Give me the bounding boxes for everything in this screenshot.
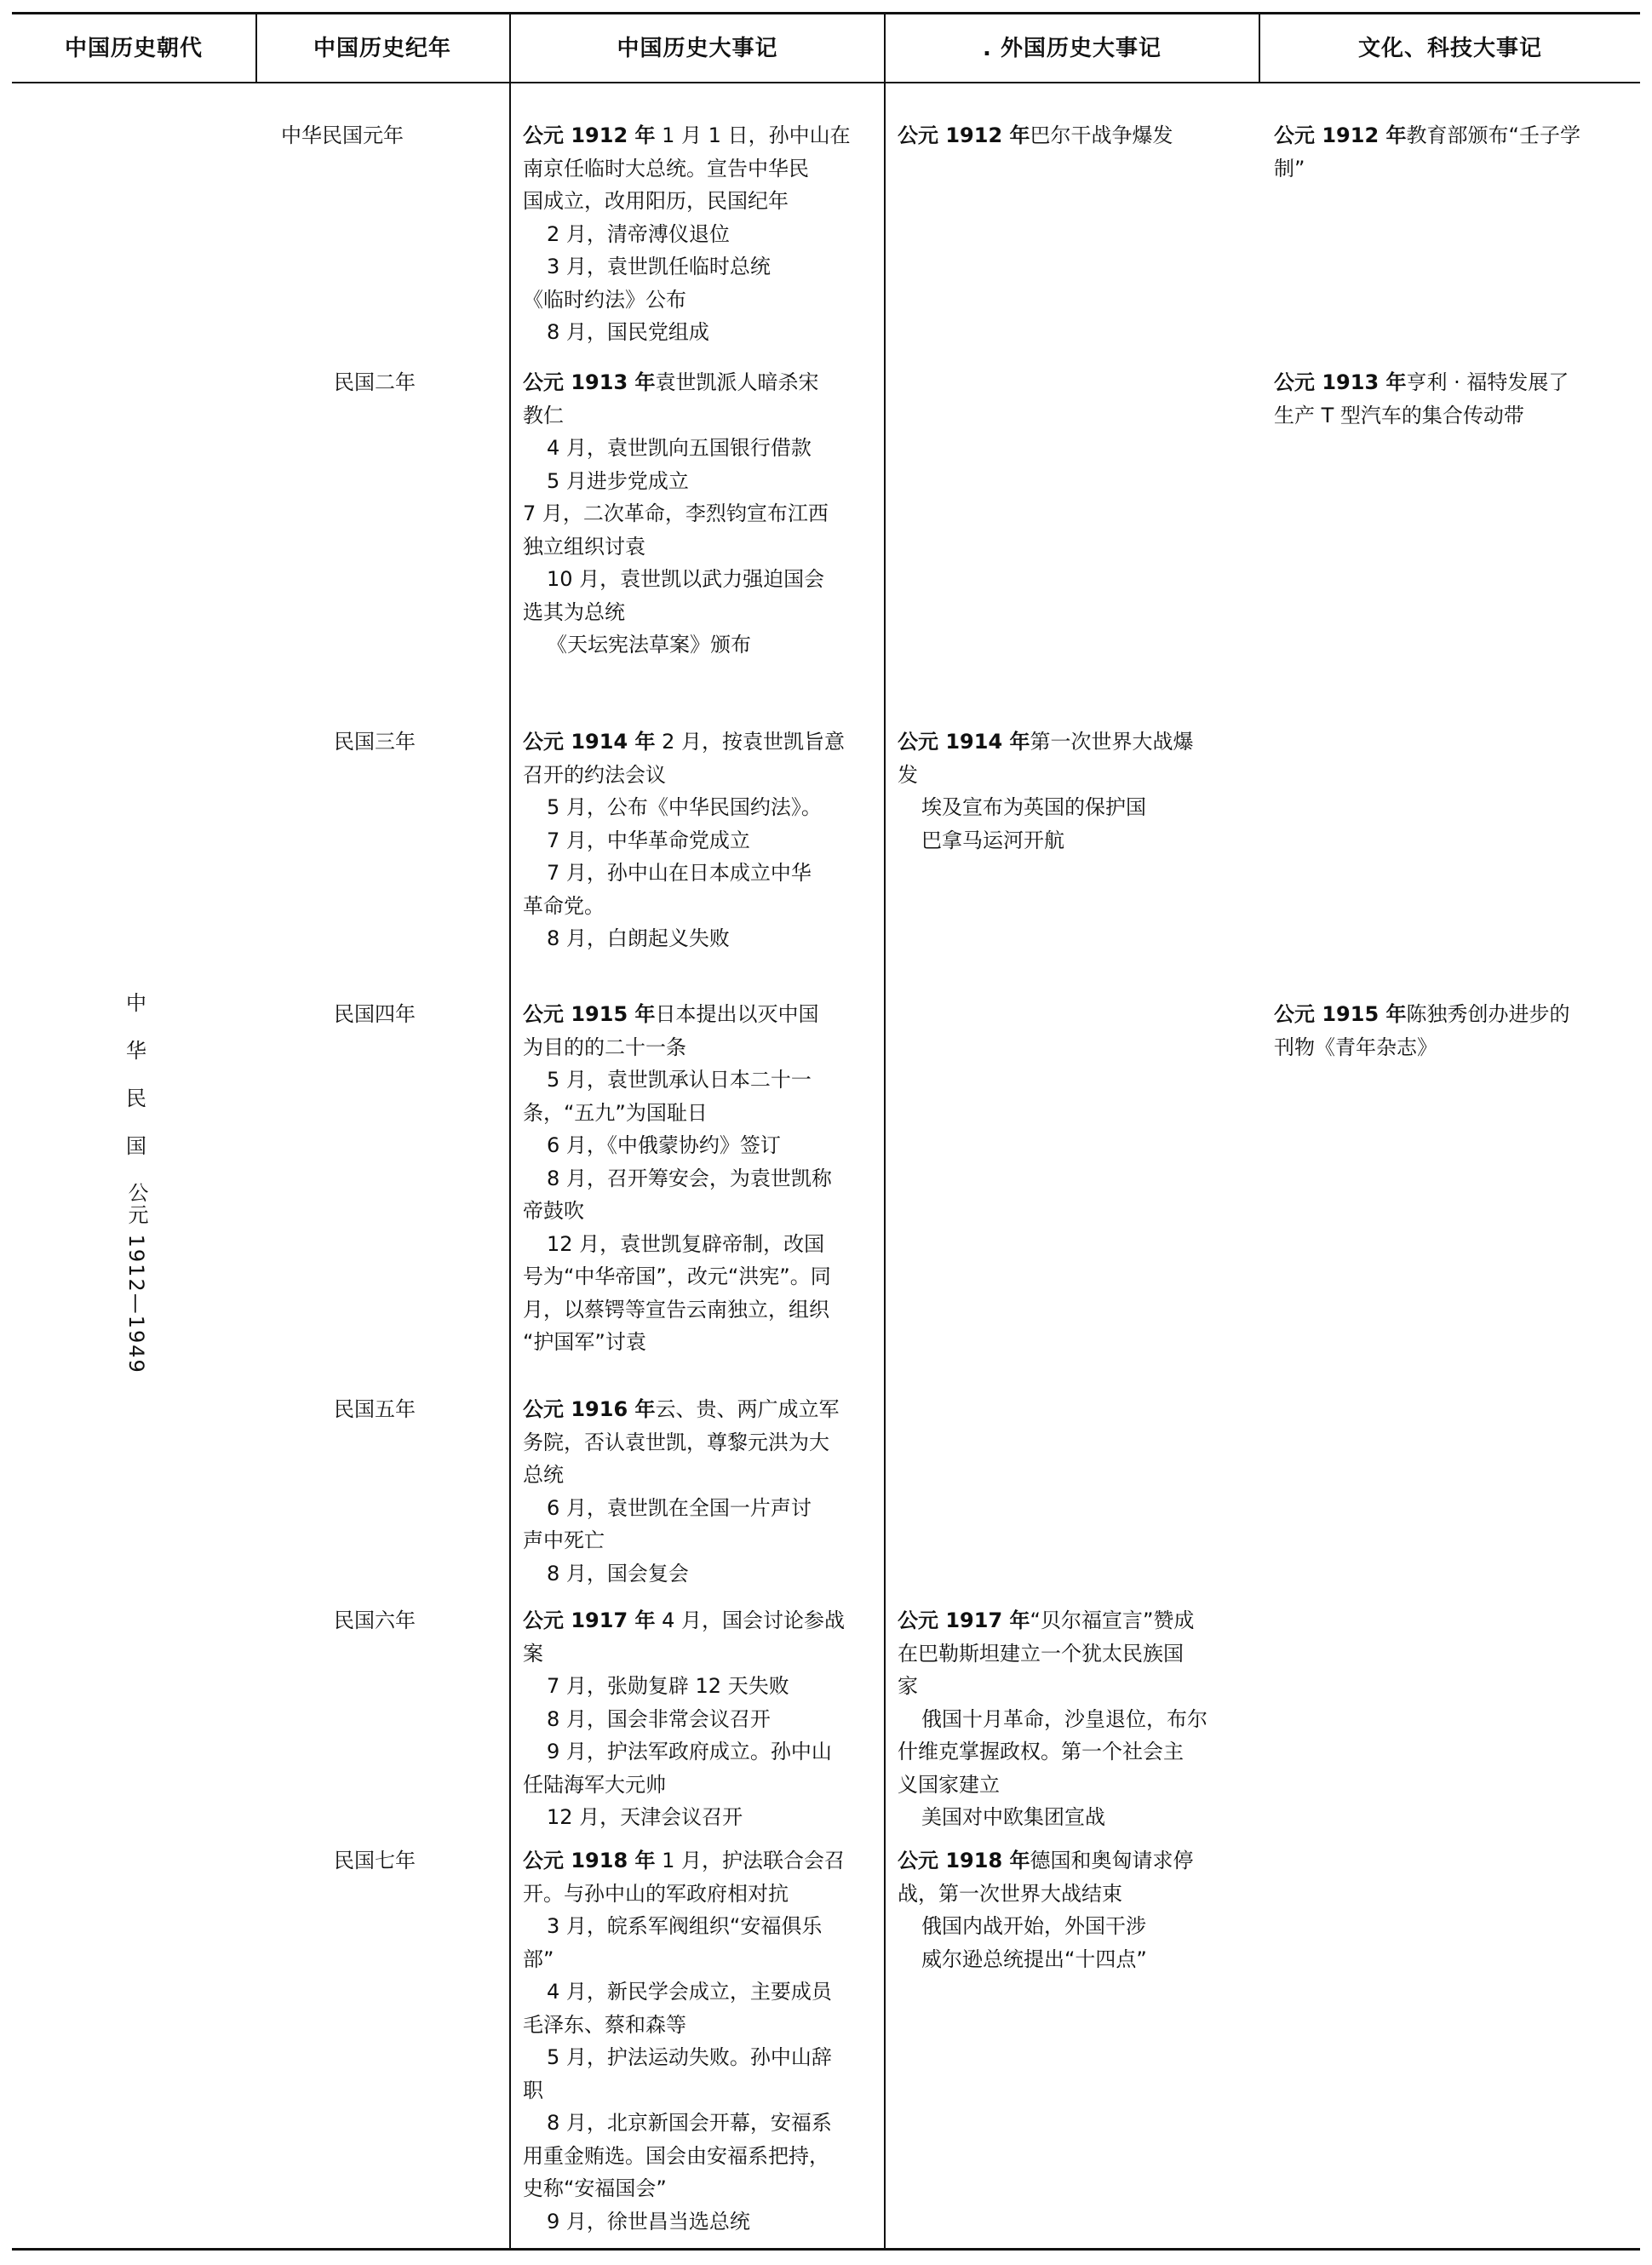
event-line	[523, 284, 880, 317]
event-text: 4 月，国会讨论参战	[655, 1608, 846, 1632]
event-line	[523, 1162, 880, 1196]
event-line	[898, 1703, 1255, 1736]
event-line	[898, 1910, 1255, 1943]
dynasty-char: 民	[126, 1087, 146, 1110]
culture-event-block	[1274, 119, 1637, 185]
column-divider-2	[509, 12, 511, 2250]
foreign-event-block	[898, 1844, 1255, 1975]
event-text: 陈独秀创办进步的	[1406, 1002, 1570, 1026]
event-text: 8 月，召开筹安会，为袁世凯称	[547, 1166, 832, 1190]
event-line	[898, 1604, 1255, 1637]
event-text: 3 月，袁世凯任临时总统	[547, 255, 771, 278]
event-line	[1274, 366, 1637, 399]
foreign-event-block	[898, 1604, 1255, 1834]
event-text: 教育部颁布“壬子学	[1406, 123, 1580, 147]
event-line	[523, 1910, 880, 1943]
event-text: 发	[898, 762, 918, 787]
event-text: 为目的的二十一条	[523, 1035, 686, 1059]
event-line	[523, 2041, 880, 2074]
event-line	[523, 530, 880, 564]
header-dynasty: 中国历史朝代	[64, 35, 203, 61]
year-label: 民国六年	[334, 1608, 416, 1632]
event-line	[1274, 399, 1637, 433]
event-text: 5 月，公布《中华民国约法》。	[547, 795, 822, 819]
event-line	[523, 1293, 880, 1327]
event-line	[523, 2009, 880, 2042]
event-line	[523, 1943, 880, 1976]
event-line	[523, 1878, 880, 1911]
event-line	[523, 1492, 880, 1525]
event-text: 巴尔干战争爆发	[1030, 123, 1173, 147]
event-text: 务院，否认袁世凯，尊黎元洪为大	[523, 1430, 829, 1454]
year-label: 民国五年	[334, 1397, 416, 1421]
event-line	[898, 824, 1255, 857]
event-line	[523, 1769, 880, 1802]
event-line	[523, 399, 880, 433]
event-text: 5 月，护法运动失败。孙中山辞	[547, 2045, 832, 2069]
event-line	[523, 857, 880, 890]
event-text: 德国和奥匈请求停	[1030, 1849, 1194, 1872]
header-year: 中国历史纪年	[313, 35, 451, 61]
event-text: 1 月 1 日，孙中山在	[655, 123, 851, 147]
event-line	[523, 152, 880, 186]
event-text: 案	[523, 1641, 543, 1666]
event-text: 俄国内战开始，外国干涉	[921, 1914, 1146, 1938]
event-line	[523, 1604, 880, 1637]
event-line	[523, 250, 880, 284]
event-text: 8 月，国会非常会议召开	[547, 1706, 771, 1731]
event-text: 7 月，孙中山在日本成立中华	[547, 861, 812, 885]
event-text: 威尔逊总统提出“十四点”	[921, 1947, 1147, 1971]
event-year: 公元 1917 年	[523, 1608, 656, 1632]
event-line	[523, 725, 880, 759]
event-line	[898, 1769, 1255, 1802]
event-line	[1274, 998, 1637, 1031]
event-line	[523, 1975, 880, 2009]
china-event-block	[523, 725, 880, 955]
event-line	[1274, 119, 1637, 152]
event-text: 国成立，改用阳历，民国纪年	[523, 189, 789, 213]
event-line	[523, 1459, 880, 1492]
event-text: 史称“安福国会”	[523, 2176, 667, 2200]
event-text: 巴拿马运河开航	[921, 828, 1064, 852]
event-line	[523, 1260, 880, 1293]
event-line	[898, 119, 1255, 152]
event-line	[523, 1557, 880, 1591]
event-line	[523, 2172, 880, 2205]
event-line	[898, 1670, 1255, 1703]
event-text: 用重金贿选。国会由安福系把持，	[523, 2143, 829, 2168]
event-text: 生产 T 型汽车的集合传动带	[1274, 403, 1524, 427]
event-line	[523, 119, 880, 152]
event-line	[523, 465, 880, 498]
dynasty-char: 华	[126, 1039, 146, 1063]
event-text: 开。与孙中山的军政府相对抗	[523, 1881, 789, 1906]
event-text: 月，以蔡锷等宣告云南独立，组织	[523, 1297, 829, 1322]
event-line	[523, 1195, 880, 1228]
china-event-block	[523, 998, 880, 1359]
event-line	[898, 1801, 1255, 1834]
event-year: 公元 1912 年	[523, 123, 656, 147]
event-text: 美国对中欧集团宣战	[921, 1805, 1105, 1829]
dynasty-char: 中	[126, 991, 146, 1015]
year-label: 民国二年	[334, 370, 416, 394]
event-line	[523, 497, 880, 530]
event-text: 帝鼓吹	[523, 1199, 584, 1223]
event-text: 南京任临时大总统。宣告中华民	[523, 156, 809, 181]
event-line	[523, 2140, 880, 2173]
event-line	[523, 1326, 880, 1359]
event-line	[898, 1637, 1255, 1671]
event-text: “护国军”讨袁	[523, 1330, 646, 1354]
event-text: 部”	[523, 1947, 554, 1971]
dynasty-char: 国	[126, 1134, 146, 1158]
event-text: 总统	[523, 1463, 564, 1487]
event-text: 袁世凯派人暗杀宋	[655, 370, 819, 394]
event-text: 亨利 · 福特发展了	[1406, 370, 1569, 394]
event-text: 制”	[1274, 156, 1305, 181]
year-label: 中华民国元年	[281, 123, 404, 147]
dynasty-label	[119, 979, 153, 1374]
event-line	[523, 1844, 880, 1878]
event-line	[523, 1801, 880, 1834]
event-year: 公元 1915 年	[1274, 1002, 1407, 1026]
event-text: 2 月，按袁世凯旨意	[655, 730, 846, 754]
event-text: 埃及宣布为英国的保护国	[921, 795, 1146, 819]
event-text: 4 月，新民学会成立，主要成员	[547, 1980, 832, 2004]
culture-event-block	[1274, 366, 1637, 432]
event-year: 公元 1916 年	[523, 1397, 656, 1421]
event-line	[1274, 1031, 1637, 1064]
event-text: 8 月，国民党组成	[547, 320, 709, 344]
event-text: “贝尔福宣言”赞成	[1030, 1608, 1195, 1632]
event-text: 1 月，护法联合会召	[655, 1849, 846, 1872]
event-text: 声中死亡	[523, 1528, 605, 1552]
event-line	[523, 922, 880, 955]
event-line	[523, 1097, 880, 1130]
event-text: 10 月，袁世凯以武力强迫国会	[547, 567, 825, 591]
event-text: 2 月，清帝溥仪退位	[547, 221, 730, 246]
event-text: 6 月，袁世凯在全国一片声讨	[547, 1495, 812, 1520]
china-event-block	[523, 1844, 880, 2238]
event-line	[523, 759, 880, 792]
china-event-block	[523, 1604, 880, 1834]
event-year: 公元 1914 年	[523, 730, 656, 754]
event-line	[523, 2107, 880, 2140]
culture-event-block	[1274, 998, 1637, 1064]
event-line	[523, 218, 880, 251]
column-divider-3	[884, 12, 886, 2250]
event-line	[523, 432, 880, 465]
event-line	[898, 1844, 1255, 1878]
event-text: 战，第一次世界大战结束	[898, 1881, 1122, 1906]
event-line	[523, 1393, 880, 1426]
event-text: 家	[898, 1674, 918, 1698]
event-line	[523, 1064, 880, 1097]
event-line	[523, 824, 880, 857]
event-line	[523, 1129, 880, 1162]
event-line	[523, 791, 880, 824]
event-text: 职	[523, 2078, 543, 2102]
event-line	[523, 2074, 880, 2107]
event-text: 召开的约法会议	[523, 762, 666, 787]
year-label: 民国四年	[334, 1002, 416, 1026]
event-text: 8 月，白朗起义失败	[547, 926, 730, 950]
header-rule	[12, 82, 1640, 83]
event-line	[523, 1637, 880, 1671]
event-text: 选其为总统	[523, 599, 625, 624]
event-text: 9 月，徐世昌当选总统	[547, 2209, 750, 2233]
event-text: 3 月，皖系军阀组织“安福俱乐	[547, 1914, 823, 1938]
event-line	[523, 998, 880, 1031]
event-year: 公元 1917 年	[898, 1608, 1030, 1632]
foreign-event-block	[898, 119, 1255, 152]
event-text: 9 月，护法军政府成立。孙中山	[547, 1740, 832, 1763]
event-line	[523, 1031, 880, 1064]
event-line	[523, 316, 880, 349]
event-text: 12 月，袁世凯复辟帝制，改国	[547, 1231, 825, 1256]
header-foreign-events: . 外国历史大事记	[983, 35, 1162, 61]
event-text: 4 月，袁世凯向五国银行借款	[547, 436, 812, 460]
event-text: 5 月进步党成立	[547, 468, 689, 493]
event-year: 公元 1915 年	[523, 1002, 656, 1026]
china-event-block	[523, 366, 880, 662]
event-line	[523, 563, 880, 596]
event-year: 公元 1914 年	[898, 730, 1030, 754]
event-text: 8 月，国会复会	[547, 1561, 689, 1586]
event-year: 公元 1913 年	[1274, 370, 1407, 394]
event-text: 日本提出以灭中国	[655, 1002, 819, 1026]
year-label: 民国七年	[334, 1849, 416, 1872]
foreign-event-block	[898, 725, 1255, 857]
event-line	[523, 1703, 880, 1736]
event-line	[898, 759, 1255, 792]
year-label: 民国三年	[334, 730, 416, 754]
china-event-block	[523, 119, 880, 349]
event-text: 义国家建立	[898, 1772, 1000, 1797]
event-text: 7 月，张勋复辟 12 天失败	[547, 1674, 789, 1698]
event-line	[523, 2205, 880, 2239]
header-culture-events: 文化、科技大事记	[1357, 35, 1542, 61]
event-line	[898, 1878, 1255, 1911]
china-event-block	[523, 1393, 880, 1590]
event-text: 在巴勒斯坦建立一个犹太民族国	[898, 1641, 1184, 1666]
event-text: 条，“五九”为国耻日	[523, 1100, 708, 1125]
event-year: 公元 1913 年	[523, 370, 656, 394]
event-text: 第一次世界大战爆	[1030, 730, 1194, 754]
event-line	[898, 791, 1255, 824]
event-year: 公元 1912 年	[898, 123, 1030, 147]
event-line	[1274, 152, 1637, 186]
event-text: 6 月，《中俄蒙协约》签订	[547, 1133, 781, 1157]
event-line	[898, 1735, 1255, 1769]
event-text: 号为“中华帝国”，改元“洪宪”。同	[523, 1264, 831, 1288]
event-line	[523, 1524, 880, 1557]
event-line	[523, 185, 880, 218]
bottom-rule	[12, 2248, 1640, 2251]
event-line	[523, 1426, 880, 1459]
event-text: 教仁	[523, 403, 564, 427]
event-line	[523, 366, 880, 399]
event-text: 云、贵、两广成立军	[655, 1397, 840, 1421]
event-text: 革命党。	[523, 893, 605, 918]
header-china-events: 中国历史大事记	[617, 35, 778, 61]
event-text: 7 月，二次革命，李烈钧宣布江西	[523, 502, 829, 525]
event-text: 刊物《青年杂志》	[1274, 1035, 1437, 1059]
event-text: 什维克掌握政权。第一个社会主	[898, 1740, 1184, 1763]
event-line	[898, 1943, 1255, 1976]
event-text: 俄国十月革命，沙皇退位，布尔	[921, 1706, 1207, 1731]
event-text: 《天坛宪法草案》颁布	[547, 633, 751, 657]
event-text: 独立组织讨袁	[523, 534, 645, 559]
event-text: 12 月，天津会议召开	[547, 1805, 743, 1829]
event-text: 《临时约法》公布	[523, 287, 686, 312]
event-year: 公元 1912 年	[1274, 123, 1407, 147]
event-text: 7 月，中华革命党成立	[547, 828, 750, 852]
event-line	[523, 596, 880, 629]
event-line	[898, 725, 1255, 759]
event-line	[523, 1735, 880, 1769]
event-line	[523, 628, 880, 662]
event-line	[523, 890, 880, 923]
event-text: 任陆海军大元帅	[523, 1772, 666, 1797]
event-line	[523, 1670, 880, 1703]
event-line	[523, 1228, 880, 1261]
event-text: 毛泽东、蔡和森等	[523, 2012, 686, 2037]
event-text: 8 月，北京新国会开幕，安福系	[547, 2111, 832, 2135]
event-text: 5 月，袁世凯承认日本二十一	[547, 1068, 812, 1092]
event-year: 公元 1918 年	[898, 1849, 1030, 1872]
dynasty-span: 公元 1912—1949	[124, 1182, 148, 1374]
event-year: 公元 1918 年	[523, 1849, 656, 1872]
